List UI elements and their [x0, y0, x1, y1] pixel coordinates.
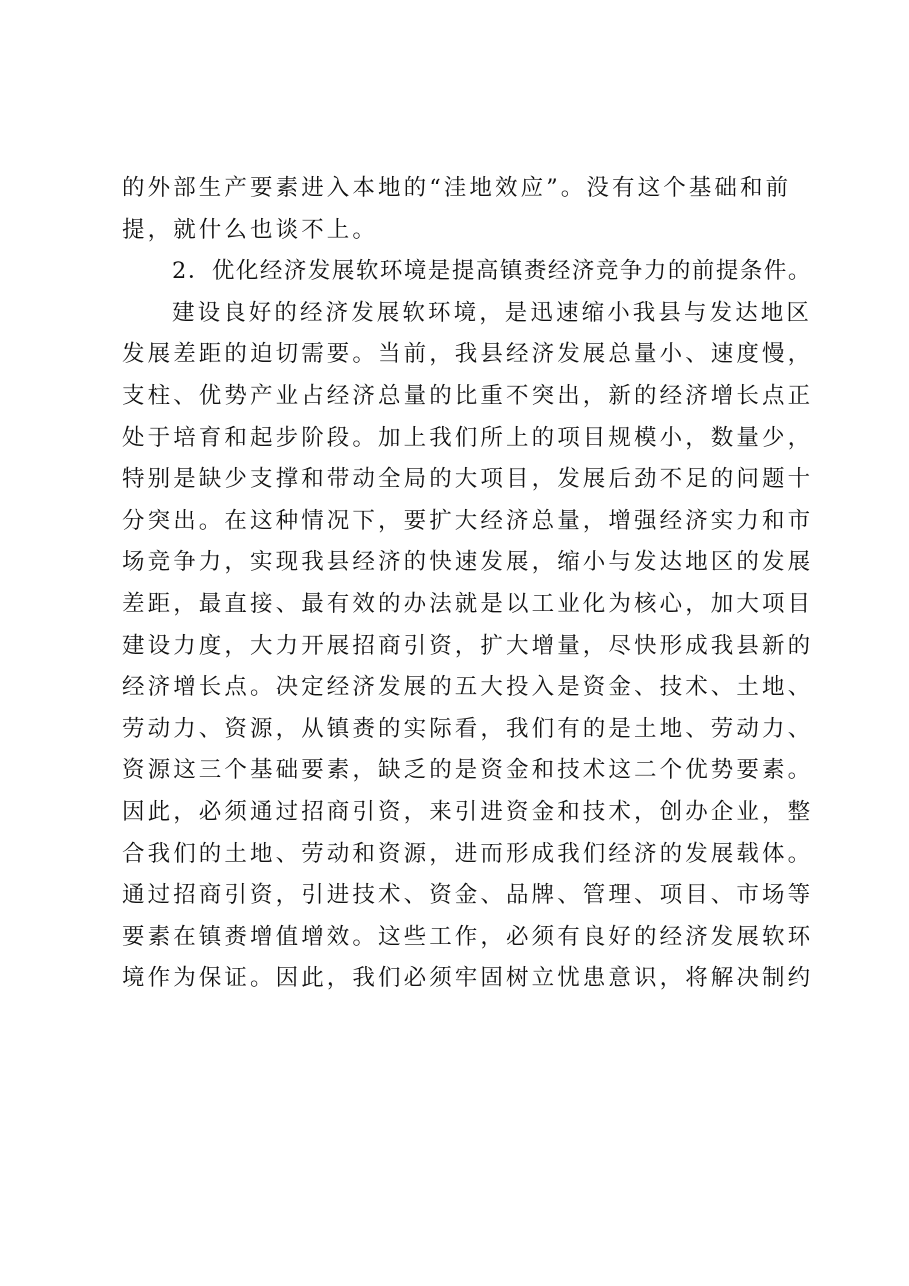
text-line: 通过招商引资，引进技术、资金、品牌、管理、项目、市场等	[122, 882, 814, 909]
text-line: 建设力度，大力开展招商引资，扩大增量，尽快形成我县新的	[122, 632, 814, 659]
body-text	[122, 168, 812, 1000]
text-line: 场竞争力，实现我县经济的快速发展，缩小与发达地区的发展	[122, 549, 814, 576]
paragraph-first-line: 建设良好的经济发展软环境，是迅速缩小我县与发达地区	[172, 299, 813, 326]
text-line: 经济增长点。决定经济发展的五大投入是资金、技术、土地、	[122, 674, 814, 701]
text-line: 发展差距的迫切需要。当前，我县经济发展总量小、速度慢，	[122, 341, 814, 368]
text-line: 资源这三个基础要素，缺乏的是资金和技术这二个优势要素。	[122, 757, 814, 784]
text-line: 处于培育和起步阶段。加上我们所上的项目规模小，数量少，	[122, 424, 814, 451]
text-line: 境作为保证。因此，我们必须牢固树立忧患意识，将解决制约	[122, 965, 814, 992]
text-line: 支柱、优势产业占经济总量的比重不突出，新的经济增长点正	[122, 382, 814, 409]
text-line: 要素在镇赉增值增效。这些工作，必须有良好的经济发展软环	[122, 923, 814, 950]
text-line: 特别是缺少支撑和带动全局的大项目，发展后劲不足的问题十	[122, 466, 814, 493]
text-line: 合我们的土地、劳动和资源，进而形成我们经济的发展载体。	[122, 840, 814, 867]
text-line: 提，就什么也谈不上。	[122, 216, 379, 243]
text-line: 的外部生产要素进入本地的“洼地效应”。没有这个基础和前	[122, 175, 792, 201]
text-line: 劳动力、资源，从镇赉的实际看，我们有的是土地、劳动力、	[122, 715, 814, 742]
text-line: 因此，必须通过招商引资，来引进资金和技术，创办企业，整	[122, 798, 814, 825]
section-heading: 2．优化经济发展软环境是提高镇赉经济竞争力的前提条件。	[172, 258, 812, 285]
text-line: 分突出。在这种情况下，要扩大经济总量，增强经济实力和市	[122, 507, 814, 534]
text-line: 差距，最直接、最有效的办法就是以工业化为核心，加大项目	[122, 590, 814, 617]
